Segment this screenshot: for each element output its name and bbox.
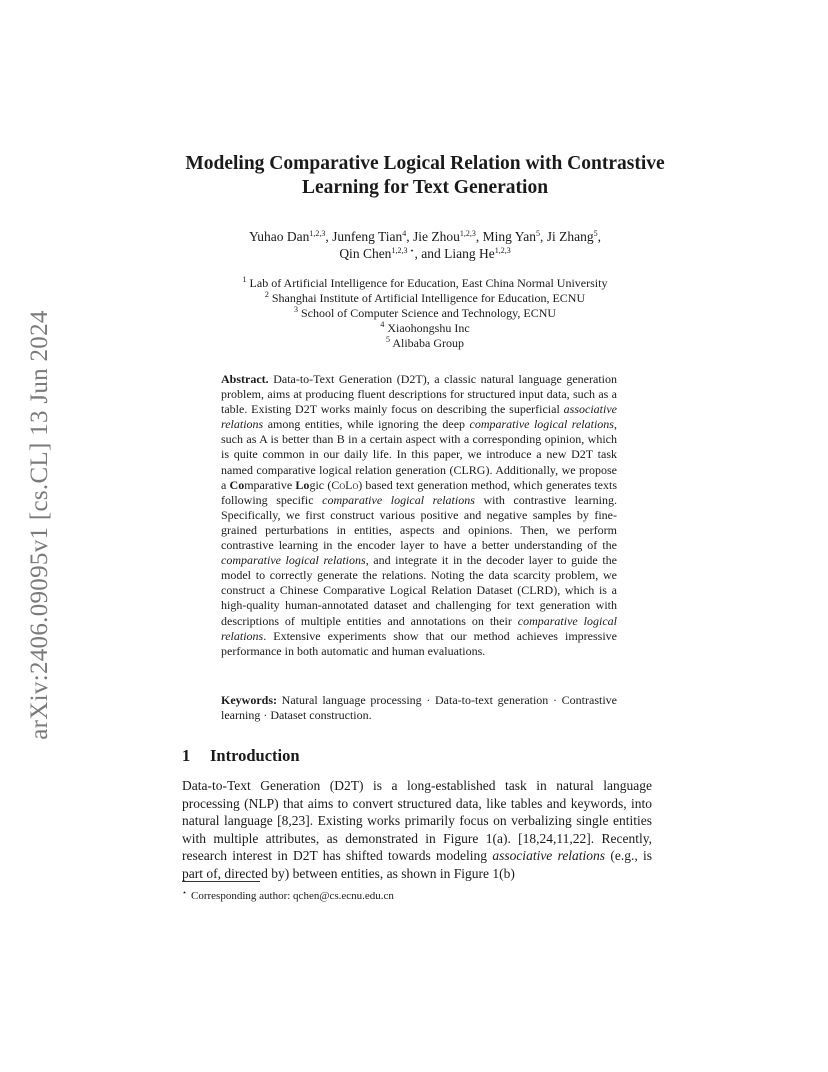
abstract-text: among entities, while ignoring the deep: [263, 417, 470, 432]
affiliation-number: 3: [293, 305, 298, 314]
author-affiliation-mark: 1,2,3: [459, 229, 476, 238]
section-number: 1: [182, 746, 191, 765]
footnote-rule: [182, 881, 260, 882]
section-title: Introduction: [210, 746, 300, 765]
author-affiliation-mark: 1,2,3: [309, 229, 326, 238]
intro-text: (e.g., is part of, directed by) between entities, as shown in Figure 1(b): [182, 848, 652, 881]
keywords: [221, 693, 617, 723]
arxiv-identifier-text: arXiv:2406.09095v1 [cs.CL] 13 Jun 2024: [26, 310, 53, 740]
section-heading: [182, 746, 300, 766]
author-name: Jie Zhou: [413, 229, 460, 244]
abstract-text: . Extensive experiments show that our method achieves impressive performance in both automatic and human evaluations.: [221, 628, 617, 658]
author-list: Yuhao Dan$^{1,2,3}$, Junfeng Tian$^4$, Jie Zhou$^{1,2,3}$, Ming Yan$^5$, Ji Zhang$^5$, Qin Chen$^{1,2,3 ⋆}$, and Liang He$^{1,2,3}$: [249, 229, 601, 261]
abstract-smallcaps: CoLo: [331, 477, 359, 492]
abstract-emphasis: comparative logical relations: [221, 613, 618, 643]
affiliation-number: 5: [386, 335, 390, 344]
affiliation-text: School of Computer Science and Technology, ECNU: [300, 306, 557, 320]
author-name: Ming Yan: [482, 229, 536, 244]
affiliation-line: [160, 276, 690, 291]
abstract-emphasis: comparative logical relations: [221, 553, 366, 568]
abstract-text: with contrastive learning. Specifically, we first construct various positive and negative samples by fine-grained perturbations in entities, aspects and opinions. Then, we perform contrastive learning in the encoder layer to have a better understanding of the: [221, 492, 617, 553]
abstract-emphasis: comparative logical relations: [322, 492, 475, 507]
author-affiliation-mark: 4: [402, 229, 407, 238]
affiliation-list: [160, 276, 690, 351]
intro-emphasis: associative relations: [492, 848, 606, 864]
footnote-mark: ⋆: [182, 888, 188, 897]
footnote: [182, 886, 394, 903]
footnote-text: Corresponding author: qchen@cs.ecnu.edu.cn: [191, 890, 394, 902]
affiliation-line: [160, 306, 690, 321]
author-name: Ji Zhang: [546, 229, 594, 244]
author-name: Qin Chen: [339, 246, 392, 261]
affiliation-line: [160, 321, 690, 336]
abstract-emphasis: comparative logical relations: [469, 417, 614, 432]
intro-text: Data-to-Text Generation (D2T) is a long-established task in natural language processing (NLP) that aims to convert structured data, like tables and keywords, into natural language [8,23]. Existing works primarily focus on verbalizing single entities with multiple attributes, as demonstrated in Figure 1(a). [18,24,11,22]. Recently, research interest in D2T has shifted towards modeling: [182, 778, 652, 864]
abstract-text: , such as A is better than B in a certain aspect with a corresponding opinion, which is quite common in our daily life. In this paper, we introduce a new D2T task named comparative logical relation generation (CLRG). Additionally, we propose a: [221, 417, 617, 492]
author-affiliation-mark: 5: [535, 229, 540, 238]
abstract-text: , and integrate it in the decoder layer to guide the model to correctly generate the relations. Noting the data scarcity problem, we construct a Chinese Comparative Logical Relation Dataset (CLRD), which is a high-quality human-annotated dataset and challenging for text generation with descriptions of multiple entities and annotations on their: [221, 553, 617, 628]
abstract-text: mparative: [244, 477, 296, 492]
author-name: Yuhao Dan: [249, 229, 310, 244]
keywords-label: Keywords:: [221, 693, 277, 707]
author-name: Liang He: [444, 246, 495, 261]
affiliation-line: [160, 336, 690, 351]
author-affiliation-mark: 5: [593, 229, 598, 238]
author-name: Junfeng Tian: [332, 229, 403, 244]
author-affiliation-mark: 1,2,3: [494, 246, 511, 255]
affiliation-text: Alibaba Group: [392, 336, 464, 350]
abstract-emphasis: associative relations: [221, 402, 617, 432]
affiliation-text: Xiaohongshu Inc: [387, 321, 470, 335]
abstract-label: Abstract.: [221, 372, 269, 386]
abstract: [221, 372, 617, 659]
abstract-text: Data-to-Text Generation (D2T), a classic natural language generation problem, aims at producing fluent descriptions for structured input data, such as a table. Existing D2T works mainly focus on describing the superficial: [221, 372, 617, 417]
abstract-text: ) based text generation method, which generates texts following specific: [221, 477, 618, 507]
affiliation-text: Lab of Artificial Intelligence for Education, East China Normal University: [249, 276, 608, 290]
abstract-bold: Co: [229, 477, 245, 492]
paper-title: Modeling Comparative Logical Relation with Contrastive Learning for Text Generation: [185, 153, 665, 198]
affiliation-number: 2: [264, 290, 269, 299]
affiliation-text: Shanghai Institute of Artificial Intelligence for Education, ECNU: [271, 291, 586, 305]
affiliation-number: 4: [380, 320, 385, 329]
keywords-text: Natural language processing · Data-to-text generation · Contrastive learning · Dataset construction.: [221, 693, 617, 723]
abstract-bold: Lo: [295, 477, 310, 492]
abstract-text: gic (: [309, 477, 332, 492]
introduction-paragraph: [182, 777, 652, 883]
affiliation-line: [160, 291, 690, 306]
author-affiliation-mark: 1,2,3 ⋆: [391, 246, 415, 255]
affiliation-number: 1: [242, 275, 247, 284]
arxiv-identifier: [20, 290, 60, 760]
